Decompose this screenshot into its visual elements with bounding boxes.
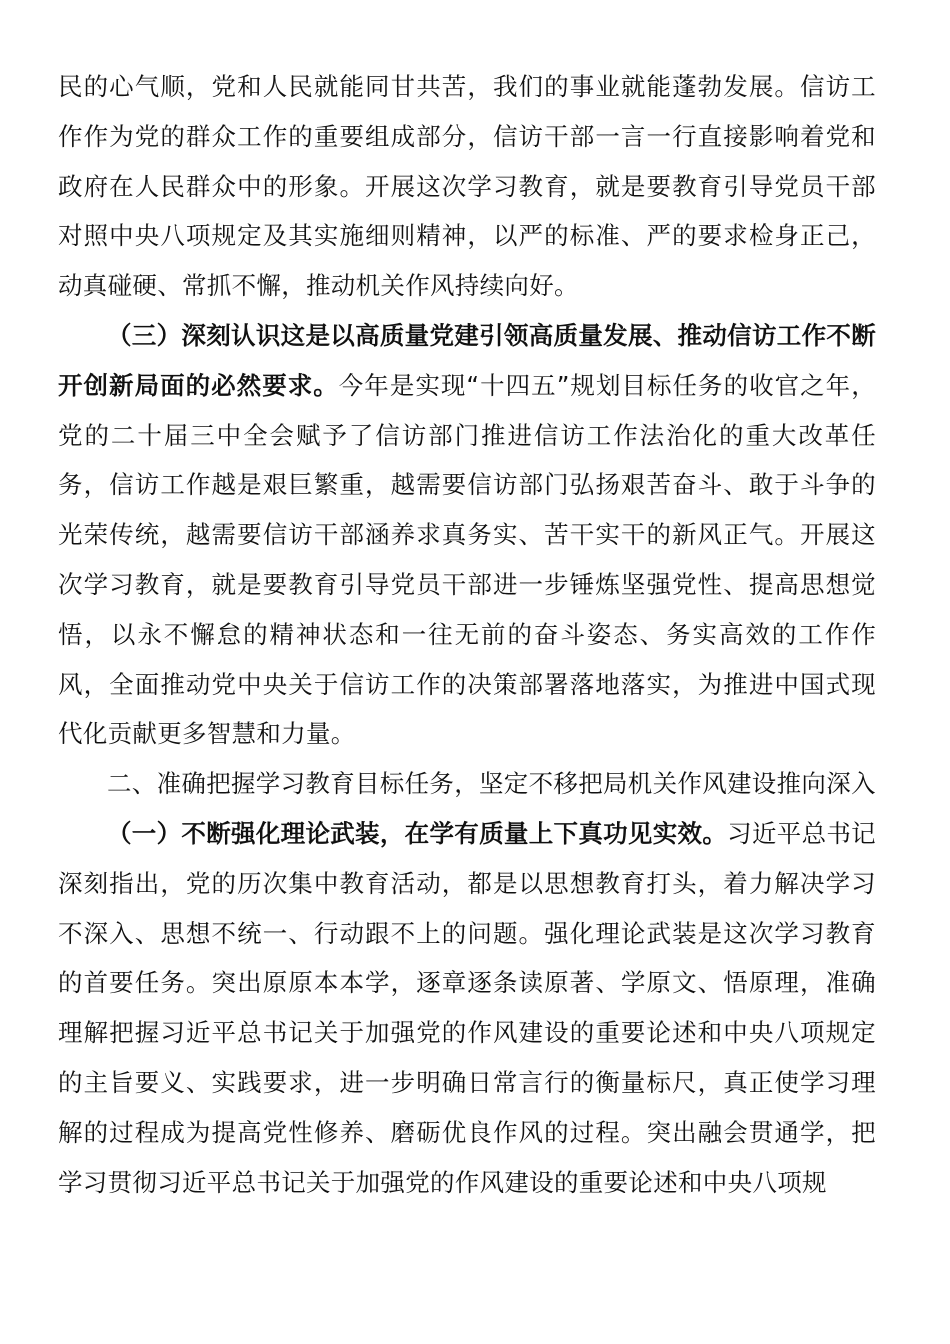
chapter-heading-2: 二、准确把握学习教育目标任务，坚定不移把局机关作风建设推向深入 xyxy=(107,769,876,799)
paragraph-1: 民的心气顺，党和人民就能同甘共苦，我们的事业就能蓬勃发展。信访工作作为党的群众工作的重要组成部分，信访干部一言一行直接影响着党和政府在人民群众中的形象。开展这次学习教育，就是要教育引导党员干部对照中央八项规定及其实施细则精神，以严的标准、严的要求检身正己，动真碰硬、常抓不懈，推动机关作风持续向好。 xyxy=(58,72,876,301)
document-page xyxy=(58,62,876,1207)
section-heading-3: （三）深刻认识这是以高质量党建引领高质量发展、推动信访工作不断开创新局面的必然要求。 xyxy=(58,320,876,400)
section-heading-1: （一）不断强化理论武装，在学有质量上下真功见实效。 xyxy=(107,818,728,848)
paragraph-2 xyxy=(58,311,876,759)
paragraph-2-body: 今年是实现“十四五”规划目标任务的收官之年，党的二十届三中全会赋予了信访部门推进信访工作法治化的重大改革任务，信访工作越是艰巨繁重，越需要信访部门弘扬艰苦奋斗、敢于斗争的光荣传统，越需要信访干部涵养求真务实、苦干实干的新风正气。开展这次学习教育，就是要教育引导党员干部进一步锤炼坚强党性、提高思想觉悟，以永不懈怠的精神状态和一往无前的奋斗姿态、务实高效的工作作风，全面推动党中央关于信访工作的决策部署落地落实，为推进中国式现代化贡献更多智慧和力量。 xyxy=(58,370,876,749)
paragraph-4 xyxy=(58,809,876,1207)
paragraph-4-body: 习近平总书记深刻指出，党的历次集中教育活动，都是以思想教育打头，着力解决学习不深入、思想不统一、行动跟不上的问题。强化理论武装是这次学习教育的首要任务。突出原原本本学，逐章逐条读原著、学原文、悟原理，准确理解把握习近平总书记关于加强党的作风建设的重要论述和中央八项规定的主旨要义、实践要求，进一步明确日常言行的衡量标尺，真正使学习理解的过程成为提高党性修养、磨砺优良作风的过程。突出融会贯通学，把学习贯彻习近平总书记关于加强党的作风建设的重要论述和中央八项规 xyxy=(58,818,876,1197)
